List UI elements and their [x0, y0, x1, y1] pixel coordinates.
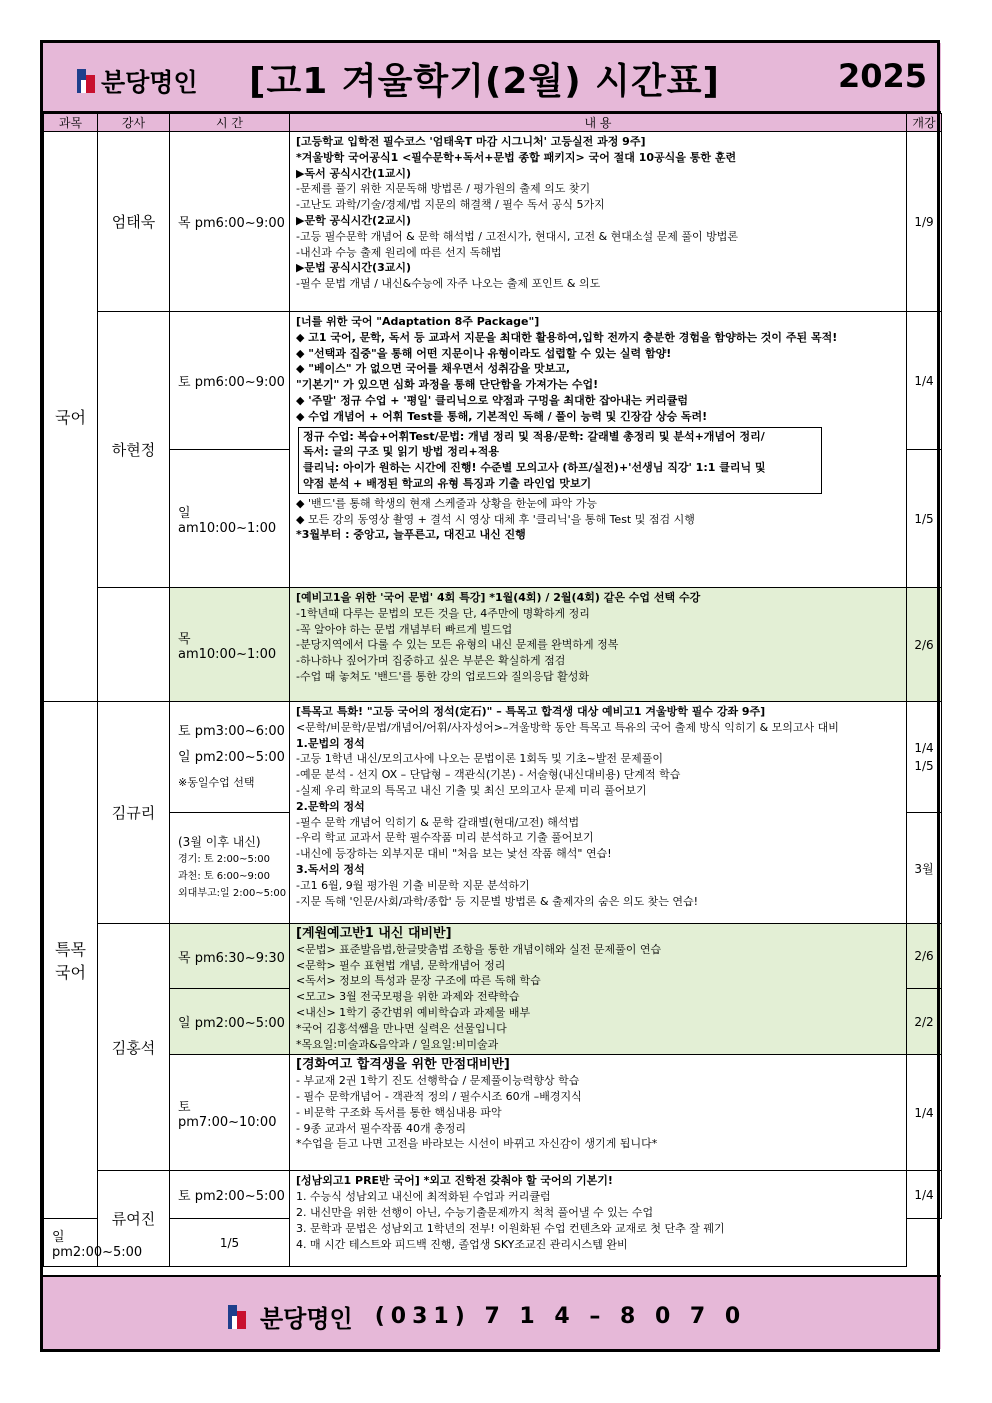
line: -분당지역에서 다룰 수 있는 모든 유형의 내신 문제를 완벽하게 정복: [296, 638, 619, 652]
line: 1. 수능식 성남외고 내신에 최적화된 수업과 커리큘럼: [296, 1190, 551, 1204]
col-start: 개강: [907, 114, 942, 132]
teacher: 김규리: [98, 702, 170, 924]
page-title: [고1 겨울학기(2월) 시간표]: [249, 61, 720, 102]
line: <문학> 필수 표현법 개념, 문학개념어 정리: [296, 958, 506, 972]
line: <문법> 표준발음법,한글맞춤법 조항을 통한 개념이해와 실전 문제풀이 연습: [296, 942, 662, 956]
line: - 비문학 구조화 독서를 통한 핵심내용 파악: [296, 1105, 502, 1119]
line: ◆ 수업 개념어 + 어휘 Test를 통해, 기본적인 독해 / 풀이 능력 및 긴장감 상승 독려!: [296, 409, 708, 423]
start-date: 1/5: [907, 450, 942, 588]
line: ▶독서 공식시간(1교시): [296, 166, 412, 180]
line: <내신> 1학기 중간범위 예비학습과 과제물 배부: [296, 1005, 531, 1019]
footer-brand: 분당명인: [260, 1305, 353, 1333]
line: -예문 분석 - 선지 OX – 단답형 – 객관식(기본) - 서술형(내신대비용) 단계적 학습: [296, 768, 681, 782]
line: *수업을 듣고 나면 고전을 바라보는 시선이 바뀌고 자신감이 생기게 됩니다*: [296, 1137, 658, 1151]
line: -고등 1학년 내신/모의고사에 나오는 문법이론 1회독 및 기초~발전 문제풀이: [296, 752, 664, 766]
start-date: 2/6: [907, 588, 942, 702]
line: ◆ "선택과 집중"을 통해 어떤 지문이나 유형이라도 섭렵할 수 있는 실력 함양!: [296, 346, 672, 360]
start-date: 1/4: [907, 1171, 942, 1219]
start-date: 3월: [907, 813, 942, 924]
time-detail: 외대부고:일 2:00~5:00: [178, 888, 287, 899]
teacher: 엄태욱: [98, 132, 170, 312]
col-content: 내 용: [290, 114, 907, 132]
line: 정규 수업: 복습+어휘Test/문법: 개념 정리 및 적용/문학: 갈래별 총정리 및 분석+개념어 정리/: [303, 429, 765, 443]
line: ◆ 모든 강의 동영상 촬영 + 결석 시 영상 대체 후 '클리닉'을 통해 Test 및 점검 시행: [296, 512, 695, 526]
line: 독서: 글의 구조 및 읽기 방법 정리+적용: [303, 445, 499, 459]
subject-special: 특목 국어: [44, 702, 98, 1219]
line: 4. 매 시간 테스트와 피드백 진행, 졸업생 SKY조교진 관리시스템 완비: [296, 1237, 628, 1251]
line: [계원예고반1 내신 대비반]: [296, 926, 452, 941]
line: [고등학교 입학전 필수코스 '엄태욱T 마감 시그니처' 고등실전 과정 9주]: [296, 135, 646, 148]
start-date: 2/2: [907, 989, 942, 1055]
line: <모고> 3월 전국모평을 위한 과제와 전략학습: [296, 990, 520, 1004]
brand-name: 분당명인: [101, 68, 198, 97]
time: 일 pm2:00~5:00: [170, 989, 290, 1055]
teacher: 류여진: [98, 1171, 170, 1267]
teacher: 하현정: [98, 312, 170, 588]
line: -고등 필수문학 개념어 & 문학 해석법 / 고전시가, 현대시, 고전 & 현대소설 문제 풀이 방법론: [296, 229, 739, 243]
line: 2.문학의 정석: [296, 799, 365, 813]
subject-korean: 국어: [44, 132, 98, 702]
line: ◆ 고1 국어, 문학, 독서 등 교과서 지문을 최대한 활용하여,입학 전까지 충분한 경험을 함양하는 것이 주된 목적!: [296, 330, 838, 344]
line: -문제를 풀기 위한 지문독해 방법론 / 평가원의 출제 의도 찾기: [296, 182, 591, 196]
line: -1학년때 다루는 문법의 모든 것을 단, 4주만에 명확하게 정리: [296, 606, 590, 620]
start-date: 1/9: [907, 132, 942, 312]
start-date: 1/5: [170, 1219, 290, 1267]
start-date: 1/4: [907, 312, 942, 450]
time-label: (3월 이후 내신): [178, 835, 261, 849]
note: ※동일수업 선택: [178, 776, 255, 789]
line: - 9종 교과서 필수작품 40개 총정리: [296, 1121, 466, 1135]
line: [성남외고1 PRE반 국어] *외고 진학전 갖춰야 할 국어의 기본기!: [296, 1174, 613, 1188]
line: *겨울방학 국어공식1 <필수문학+독서+문법 종합 패키지> 국어 절대 10공식을 통한 훈련: [296, 150, 737, 164]
time-option-2: 일 pm2:00~5:00: [178, 750, 285, 765]
line: <문학/비문학/문법/개념어/어휘/사자성어>–겨울방학 동안 특목고 특유의 국어 출제 방식 익히기 & 모의고사 대비: [296, 720, 839, 734]
line: -내신에 등장하는 외부지문 대비 "처음 보는 낯선 작품 해석" 연습!: [296, 847, 612, 861]
line: -우리 학교 교과서 문학 필수작품 미리 분석하고 기출 풀어보기: [296, 831, 594, 845]
line: -꼭 알아야 하는 문법 개념부터 빠르게 빌드업: [296, 622, 513, 636]
start-date: 1/4: [907, 1055, 942, 1171]
year: 2025: [837, 57, 927, 95]
time: 토 pm6:00~9:00: [170, 312, 290, 450]
time: 일 pm2:00~5:00: [44, 1219, 98, 1267]
line: -하나하나 짚어가며 집중하고 싶은 부분은 확실하게 점검: [296, 654, 566, 668]
line: 1.문법의 정석: [296, 736, 365, 750]
line: *국어 김홍석쌤을 만나면 실력은 선물입니다: [296, 1021, 507, 1035]
line: ◆ '주말' 정규 수업 + '평일' 클리닉으로 약점과 구멍을 최대한 잡아내는 커리큘럼: [296, 393, 689, 407]
line: "기본기" 가 있으면 심화 과정을 통해 단단함을 가져가는 수업!: [296, 378, 599, 392]
line: [너를 위한 국어 "Adaptation 8주 Package"]: [296, 315, 540, 328]
time: 토 pm7:00~10:00: [170, 1055, 290, 1171]
line: 3.독서의 정석: [296, 862, 365, 876]
line: 3. 문학과 문법은 성남외고 1학년의 전부! 이원화된 수업 컨텐츠와 교재로 첫 단추 잘 꿰기: [296, 1221, 725, 1235]
line: -지문 독해 '인문/사회/과학/종합' 등 지문별 방법론 & 출제자의 숨은 의도 찾는 연습!: [296, 894, 698, 908]
line: ▶문법 공식시간(3교시): [296, 261, 412, 275]
time: 목 pm6:30~9:30: [170, 924, 290, 989]
time: 목 pm6:00~9:00: [170, 132, 290, 312]
line: ◆ '밴드'를 통해 학생의 현재 스케줄과 상황을 한눈에 파악 가능: [296, 496, 597, 510]
line: ▶문학 공식시간(2교시): [296, 213, 412, 227]
line: 2. 내신만을 위한 선행이 아닌, 수능기출문제까지 척척 풀어낼 수 있는 수업: [296, 1205, 654, 1219]
line: 약점 분석 + 배정된 학교의 유형 특징과 기출 라인업 맛보기: [303, 476, 592, 490]
line: -내신과 수능 출제 원리에 따른 선지 독해법: [296, 245, 502, 259]
start-date: 2/6: [907, 924, 942, 989]
time-detail: 과천: 토 6:00~9:00: [178, 871, 270, 882]
time-detail: 경기: 토 2:00~5:00: [178, 854, 270, 865]
line: -실제 우리 학교의 특목고 내신 기출 및 최신 모의고사 문제 미리 풀어보기: [296, 783, 647, 797]
teacher: 김홍석: [98, 924, 170, 1171]
time: 일 am10:00~1:00: [170, 450, 290, 588]
line: [경화여고 합격생을 위한 만점대비반]: [296, 1057, 510, 1073]
line: -필수 문법 개념 / 내신&수능에 자주 나오는 출제 포인트 & 의도: [296, 277, 601, 291]
line: [예비고1을 위한 '국어 문법' 4회 특강] *1월(4회) / 2월(4회) 같은 수업 선택 수강: [296, 591, 701, 604]
start-date-1: 1/4: [914, 741, 934, 755]
line: -고1 6월, 9월 평가원 기출 비문학 지문 분석하기: [296, 878, 530, 892]
page-frame: [40, 40, 940, 1352]
line: ◆ "베이스" 가 없으면 국어를 채우면서 성취감을 맛보고,: [296, 362, 571, 376]
time-option-1: 토 pm3:00~6:00: [178, 724, 285, 739]
phone-number: (031) 7 1 4 – 8 0 7 0: [374, 1304, 747, 1329]
time: 목 am10:00~1:00: [170, 588, 290, 702]
line: <독서> 정보의 특성과 문장 구조에 따른 독해 학습: [296, 974, 541, 988]
line: -필수 문학 개념어 익히기 & 문학 갈래별(현대/고전) 해석법: [296, 815, 580, 829]
line: *목요일:미술과&음악과 / 일요일:비미술과: [296, 1037, 499, 1051]
time: 토 pm2:00~5:00: [170, 1171, 290, 1219]
line: 클리닉: 아이가 원하는 시간에 진행! 수준별 모의고사 (하프/실전)+'선생님 직강' 1:1 클리닉 및: [303, 461, 766, 475]
col-time: 시 간: [170, 114, 290, 132]
line: -수업 때 놓쳐도 '밴드'를 통한 강의 업로드와 질의응답 활성화: [296, 669, 590, 683]
line: -고난도 과학/기술/경제/법 지문의 해결책 / 필수 독서 공식 5가지: [296, 198, 605, 212]
line: - 필수 문학개념어 - 객관적 정의 / 필수시조 60개 –배경지식: [296, 1089, 582, 1103]
col-teacher: 강사: [98, 114, 170, 132]
line: - 부교재 2권 1학기 진도 선행학습 / 문제풀이능력향상 학습: [296, 1074, 580, 1088]
line: *3월부터 : 중앙고, 늘푸른고, 대진고 내신 진행: [296, 528, 526, 542]
col-subject: 과목: [44, 114, 98, 132]
start-date-2: 1/5: [914, 759, 934, 773]
line: [특목고 특화! "고등 국어의 정석(定石)" – 특목고 합격생 대상 예비고1 겨울방학 필수 강좌 9주]: [296, 705, 766, 718]
